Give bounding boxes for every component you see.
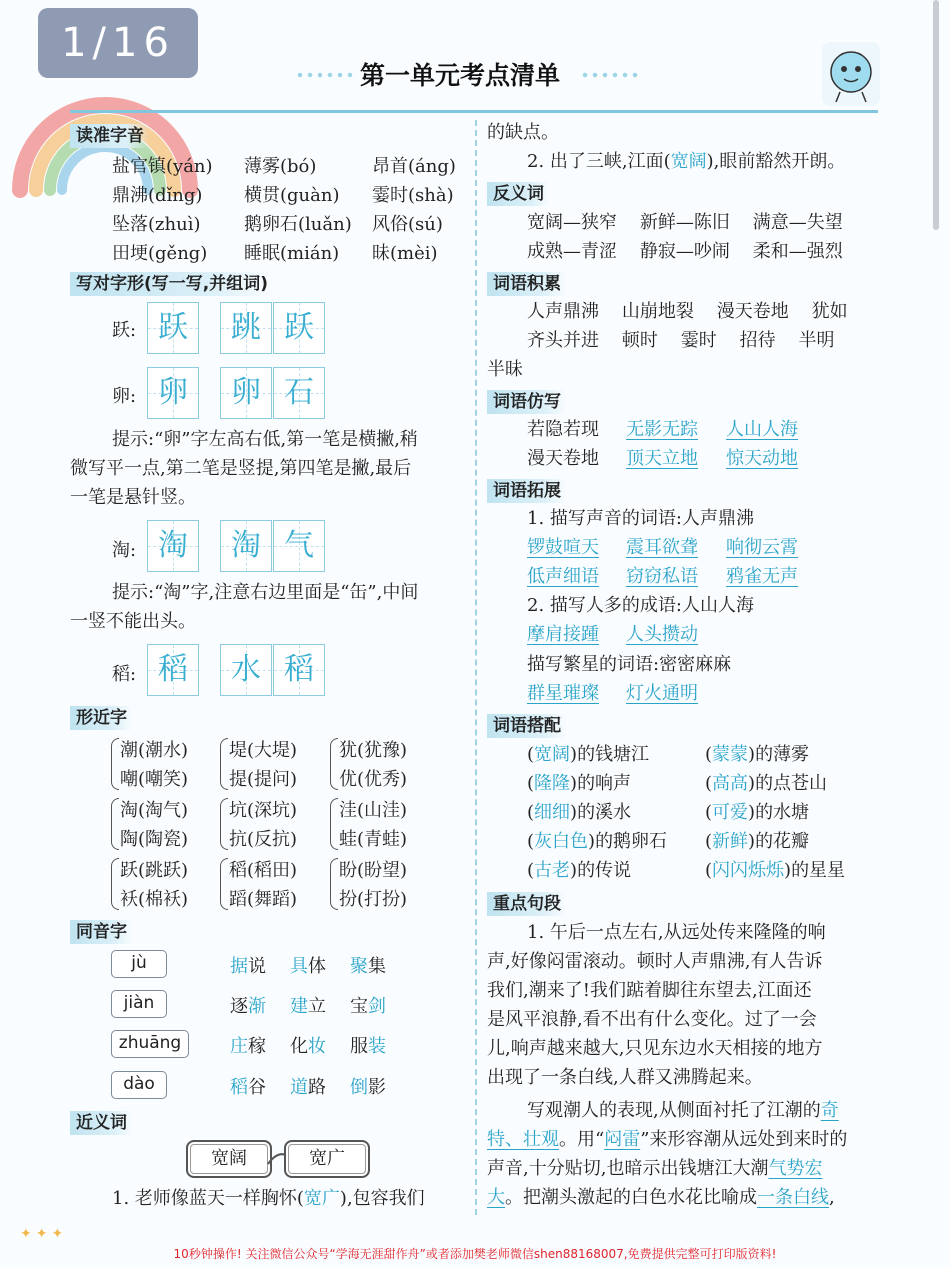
- synonym-pill: 宽阔: [186, 1140, 272, 1178]
- homophone-key: 妆: [308, 1036, 326, 1057]
- section-similar-characters: 形近字: [70, 706, 133, 730]
- pinyin-item: 鹅卵石(luǎn): [244, 214, 352, 235]
- passage-line: 儿,响声越来越大,只见东边水天相接的地方: [487, 1038, 823, 1059]
- similar-word: 淘(淘气): [120, 800, 189, 821]
- expand-answer: 摩肩接踵: [527, 624, 599, 645]
- expand-answer: 灯火通明: [626, 683, 698, 704]
- title-dots-right: [580, 72, 640, 78]
- section-homophones: 同音字: [70, 920, 133, 944]
- homophone-rest: 立: [308, 996, 326, 1017]
- writing-char: 淘: [231, 528, 261, 563]
- homophone-key: 道: [290, 1077, 308, 1098]
- homophone-rest: 说: [248, 956, 266, 977]
- antonym-row: 宽阔—狭窄 新鲜—陈旧 满意—失望: [527, 212, 843, 233]
- tip-line: 微写平一点,第二笔是竖提,第四笔是撇,最后: [70, 458, 412, 479]
- match-item: (蒙蒙)的薄雾: [705, 744, 810, 765]
- similar-word: 犹(犹豫): [339, 740, 408, 761]
- pinyin-item: 霎时(shà): [372, 185, 454, 206]
- similar-word: 袄(棉袄): [120, 889, 189, 910]
- synonym-pill: 宽广: [284, 1140, 370, 1178]
- imitate-answer: 无影无踪: [626, 419, 698, 440]
- homophone-rest: 影: [368, 1077, 386, 1098]
- pinyin-item: 昧(mèi): [372, 243, 438, 264]
- synonym-sentence-continued: 的缺点。: [487, 122, 559, 143]
- passage-line: 声,好像闷雷滚动。顿时人声鼎沸,有人告诉: [487, 951, 823, 972]
- pinyin-box: jù: [111, 950, 167, 978]
- writing-cell: [273, 302, 325, 354]
- match-item: (古老)的传说: [527, 860, 632, 881]
- title-underline: [70, 110, 878, 113]
- match-item: (隆隆)的响声: [527, 773, 632, 794]
- imitate-answer: 惊天动地: [726, 448, 798, 469]
- similar-word: 蛙(青蛙): [339, 829, 408, 850]
- writing-cell: [220, 302, 272, 354]
- analysis-line: 大。把潮头激起的白色水花比喻成一条白线,: [487, 1187, 835, 1208]
- passage-line: 是风平浪静,看不出有什么变化。过了一会: [487, 1009, 817, 1030]
- scrollbar[interactable]: [933, 0, 939, 230]
- homophone-rest: 宝: [350, 996, 368, 1017]
- analysis-line: 特、壮观。用“闷雷”来形容潮从远处到来时的: [487, 1129, 848, 1150]
- writing-cell: [273, 367, 325, 419]
- homophone-key: 剑: [368, 996, 386, 1017]
- pinyin-item: 横贯(guàn): [244, 185, 340, 206]
- writing-char: 稻: [284, 652, 314, 687]
- mascot-icon: [822, 42, 880, 106]
- pinyin-box: dào: [111, 1071, 167, 1099]
- pinyin-item: 薄雾(bó): [244, 156, 317, 177]
- writing-cell: [220, 644, 272, 696]
- match-item: (细细)的溪水: [527, 802, 632, 823]
- section-expand: 词语拓展: [487, 479, 567, 503]
- imitate-label: 若隐若现: [527, 419, 599, 440]
- writing-cell: [147, 520, 199, 572]
- pinyin-item: 昂首(áng): [372, 156, 456, 177]
- analysis-line: 声音,十分贴切,也暗示出钱塘江大潮气势宏: [487, 1158, 823, 1179]
- passage-line: 我们,潮来了!我们踮着脚往东望去,江面还: [487, 980, 812, 1001]
- writing-cell: [147, 367, 199, 419]
- expand-question: 1. 描写声音的词语:人声鼎沸: [527, 508, 754, 529]
- homophone-key: 建: [290, 996, 308, 1017]
- brace: [111, 798, 119, 850]
- homophone-key: 倒: [350, 1077, 368, 1098]
- footer-note: 10秒钟操作! 关注微信公众号“学海无涯甜作舟”或者添加樊老师微信shen88168007,免费提供完整可打印版资料!: [173, 1247, 777, 1261]
- writing-char: 稻: [158, 652, 188, 687]
- similar-word: 提(提问): [229, 769, 298, 790]
- similar-word: 抗(反抗): [229, 829, 298, 850]
- writing-char: 石: [284, 375, 314, 410]
- column-divider: [475, 120, 477, 1215]
- writing-cell: [220, 367, 272, 419]
- section-antonyms: 反义词: [487, 182, 550, 206]
- imitate-label: 漫天卷地: [527, 448, 599, 469]
- writing-cell: [273, 520, 325, 572]
- accumulate-row: 半昧: [487, 359, 523, 380]
- similar-word: 陶(陶瓷): [120, 829, 189, 850]
- pinyin-item: 盐官镇(yán): [112, 156, 213, 177]
- writing-char: 淘: [158, 528, 188, 563]
- homophone-key: 装: [368, 1036, 386, 1057]
- homophone-rest: 路: [308, 1077, 326, 1098]
- writing-char: 跳: [231, 310, 261, 345]
- expand-answer: 震耳欲聋: [626, 537, 698, 558]
- imitate-answer: 人山人海: [726, 419, 798, 440]
- brace: [111, 738, 119, 790]
- similar-word: 嘲(嘲笑): [120, 769, 189, 790]
- pinyin-item: 鼎沸(dǐng): [112, 185, 203, 206]
- brace: [330, 738, 338, 790]
- similar-word: 扮(打扮): [339, 889, 408, 910]
- homophone-key: 聚: [350, 956, 368, 977]
- pinyin-box: zhuāng: [111, 1030, 189, 1058]
- pinyin-item: 风俗(sú): [372, 214, 443, 235]
- grid-label: 淘:: [112, 540, 137, 561]
- similar-word: 优(优秀): [339, 769, 408, 790]
- accumulate-row: 齐头并进 顿时 霎时 招待 半明: [527, 330, 835, 351]
- match-item: (新鲜)的花瓣: [705, 831, 810, 852]
- expand-answer: 锣鼓喧天: [527, 537, 599, 558]
- section-accumulate: 词语积累: [487, 272, 567, 296]
- brace: [111, 858, 119, 910]
- expand-question: 2. 描写人多的成语:人山人海: [527, 595, 754, 616]
- synonym-sentence: 2. 出了三峡,江面(宽阔),眼前豁然开朗。: [527, 151, 846, 172]
- sparkle-icon: ✦✦✦: [20, 1226, 68, 1242]
- homophone-rest: 稼: [248, 1036, 266, 1057]
- writing-char: 卵: [231, 375, 261, 410]
- match-item: (高高)的点苍山: [705, 773, 828, 794]
- expand-answer: 响彻云霄: [726, 537, 798, 558]
- homophone-rest: 逐: [230, 996, 248, 1017]
- writing-cell: [147, 302, 199, 354]
- tip-line: 提示:“淘”字,注意右边里面是“缶”,中间: [112, 582, 419, 603]
- expand-answer: 窃窃私语: [626, 566, 698, 587]
- homophone-rest: 化: [290, 1036, 308, 1057]
- passage-line: 出现了一条白线,人群又沸腾起来。: [487, 1067, 763, 1088]
- grid-label: 稻:: [112, 664, 137, 685]
- tip-line: 提示:“卵”字左高右低,第一笔是横撇,稍: [112, 429, 418, 450]
- brace: [220, 738, 228, 790]
- section-match: 词语搭配: [487, 714, 567, 738]
- grid-label: 卵:: [112, 386, 137, 407]
- homophone-key: 具: [290, 956, 308, 977]
- similar-word: 稻(稻田): [229, 860, 298, 881]
- similar-word: 洼(山洼): [339, 800, 408, 821]
- imitate-answer: 顶天立地: [626, 448, 698, 469]
- match-item: (宽阔)的钱塘江: [527, 744, 650, 765]
- similar-word: 蹈(舞蹈): [229, 889, 298, 910]
- match-item: (可爱)的水塘: [705, 802, 810, 823]
- homophone-rest: 集: [368, 956, 386, 977]
- brace: [330, 798, 338, 850]
- writing-char: 跃: [284, 310, 314, 345]
- brace: [220, 798, 228, 850]
- page-title: 第一单元考点清单: [359, 61, 560, 90]
- answer: 宽广: [303, 1188, 340, 1209]
- grid-label: 跃:: [112, 320, 137, 341]
- synonym-sentence: 1. 老师像蓝天一样胸怀(宽广),包容我们: [112, 1188, 425, 1209]
- homophone-rest: 服: [350, 1036, 368, 1057]
- writing-char: 跃: [158, 310, 188, 345]
- writing-char: 水: [231, 652, 261, 687]
- homophone-key: 渐: [248, 996, 266, 1017]
- section-write-characters: 写对字形(写一写,并组词): [70, 272, 274, 296]
- section-imitate: 词语仿写: [487, 390, 567, 414]
- answer: 宽阔: [670, 151, 707, 172]
- writing-cell: [273, 644, 325, 696]
- analysis-line: 写观潮人的表现,从侧面衬托了江潮的奇: [527, 1100, 839, 1121]
- brace: [330, 858, 338, 910]
- similar-word: 盼(盼望): [339, 860, 408, 881]
- expand-answer: 低声细语: [527, 566, 599, 587]
- similar-word: 堤(大堤): [229, 740, 298, 761]
- brace: [220, 858, 228, 910]
- similar-word: 跃(跳跃): [120, 860, 189, 881]
- expand-answer: 群星璀璨: [527, 683, 599, 704]
- expand-answer: 人头攒动: [626, 624, 698, 645]
- tip-line: 一笔是悬针竖。: [70, 487, 196, 508]
- homophone-key: 据: [230, 956, 248, 977]
- section-synonyms: 近义词: [70, 1111, 133, 1135]
- pinyin-item: 田埂(gěng): [112, 243, 208, 264]
- writing-char: 气: [284, 528, 314, 563]
- homophone-rest: 体: [308, 956, 326, 977]
- writing-char: 卵: [158, 375, 188, 410]
- page-badge: 1/16: [38, 8, 198, 78]
- similar-word: 潮(潮水): [120, 740, 189, 761]
- match-item: (灰白色)的鹅卵石: [527, 831, 668, 852]
- homophone-key: 稻: [230, 1077, 248, 1098]
- antonym-row: 成熟—青涩 静寂—吵闹 柔和—强烈: [527, 241, 843, 262]
- writing-cell: [147, 644, 199, 696]
- expand-question: 描写繁星的词语:密密麻麻: [527, 654, 732, 675]
- tip-line: 一竖不能出头。: [70, 611, 196, 632]
- section-read-pinyin: 读准字音: [70, 124, 150, 148]
- homophone-key: 庄: [230, 1036, 248, 1057]
- writing-cell: [220, 520, 272, 572]
- match-item: (闪闪烁烁)的星星: [705, 860, 846, 881]
- accumulate-row: 人声鼎沸 山崩地裂 漫天卷地 犹如: [527, 301, 848, 322]
- section-key-passage: 重点句段: [487, 892, 567, 916]
- homophone-rest: 谷: [248, 1077, 266, 1098]
- passage-line: 1. 午后一点左右,从远处传来隆隆的响: [527, 922, 826, 943]
- similar-word: 坑(深坑): [229, 800, 298, 821]
- pinyin-item: 坠落(zhuì): [112, 214, 201, 235]
- expand-answer: 鸦雀无声: [726, 566, 798, 587]
- pinyin-box: jiàn: [111, 990, 167, 1018]
- pinyin-item: 睡眠(mián): [244, 243, 340, 264]
